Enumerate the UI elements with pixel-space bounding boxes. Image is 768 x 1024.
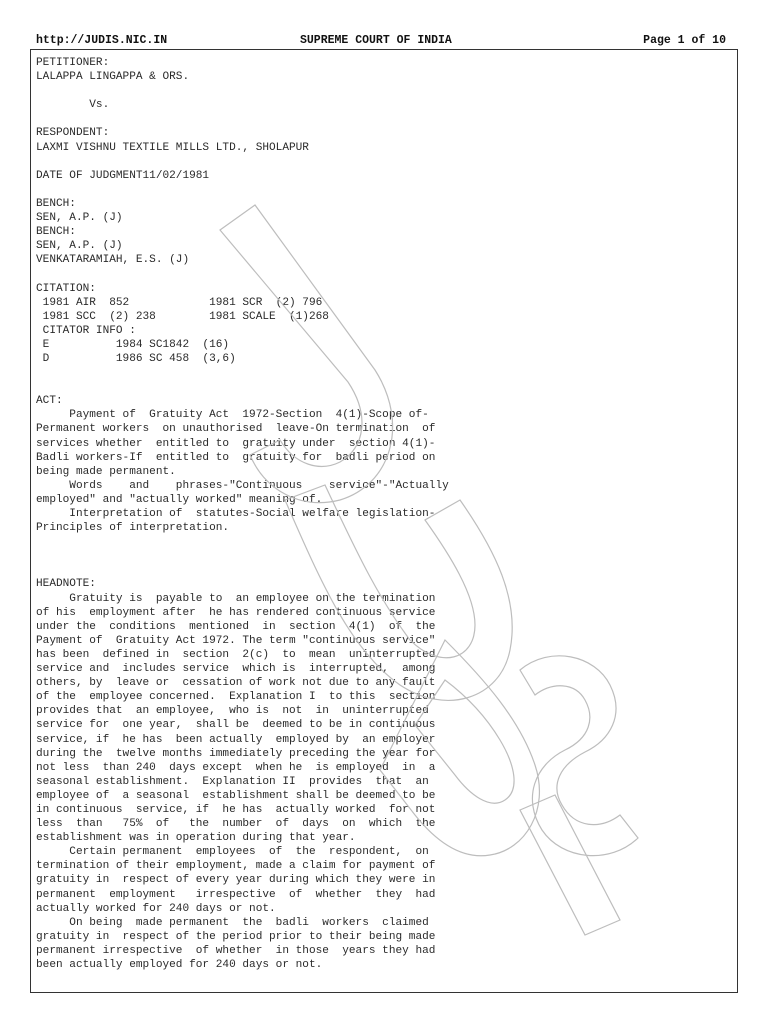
court-name: SUPREME COURT OF INDIA: [300, 34, 452, 47]
source-url[interactable]: http://JUDIS.NIC.IN: [36, 34, 168, 47]
page-number: Page 1 of 10: [643, 34, 726, 47]
judgment-text: PETITIONER: LALAPPA LINGAPPA & ORS. Vs. RESPONDENT: LAXMI VISHNU TEXTILE MILLS LTD., SHOLAPUR DATE OF JUDGMENT11/02/1981 BENCH: SEN, A.P. (J) BENCH: SEN, A.P. (J) VENKATARAMIAH, E.S. (J) CITATION: 1981 AIR 852 1981 SCR (2) 796 1981 SCC (2) 238 1981 SCALE (1)268 CITATOR INFO : E 1984 SC1842 (16) D 1986 SC 458 (3,6) ACT: Payment of Gratuity Act 1972-Section 4(1)-Scope of- Permanent workers on unauthorised leave-On termination of services whether entitled to gratuity under section 4(1)- Badli workers-If entitled to gratuity for badli period on being made permanent. Words and phrases-"Continuous service"-"Actually employed" and "actually worked" meaning of. Interpretation of statutes-Social welfare legislation- Principles of interpretation. HEADNOTE: Gratuity is payable to an employee on the termination of his employment after he has rendered continuous service under the conditions mentioned in section 4(1) of the Payment of Gratuity Act 1972. The term "continuous service" has been defined in section 2(c) to mean uninterrupted service and includes service which is interrupted, among others, by leave or cessation of work not due to any fault of the employee concerned. Explanation I to this section provides that an employee, who is not in uninterrupted service for one year, shall be deemed to be in continuous service, if he has been actually employed by an employer during the twelve months immediately preceding the year for not less than 240 days except when he is employed in a seasonal establishment. Explanation II provides that an employee of a seasonal establishment shall be deemed to be in continuous service, if he has actually worked for not less than 75% of the number of days on which the establishment was in operation during that year. Certain permanent employees of the respondent, on termination of their employment, made a claim for payment of gratuity in respect of every year during which they were in permanent employment irrespective of whether they had actually worked for 240 days or not. On being made permanent the badli workers claimed gratuity in respect of the period prior to their being made permanent irrespective of whether in those years they had been actually employed for 240 days or not.: [36, 57, 449, 971]
page-header: [36, 34, 726, 50]
